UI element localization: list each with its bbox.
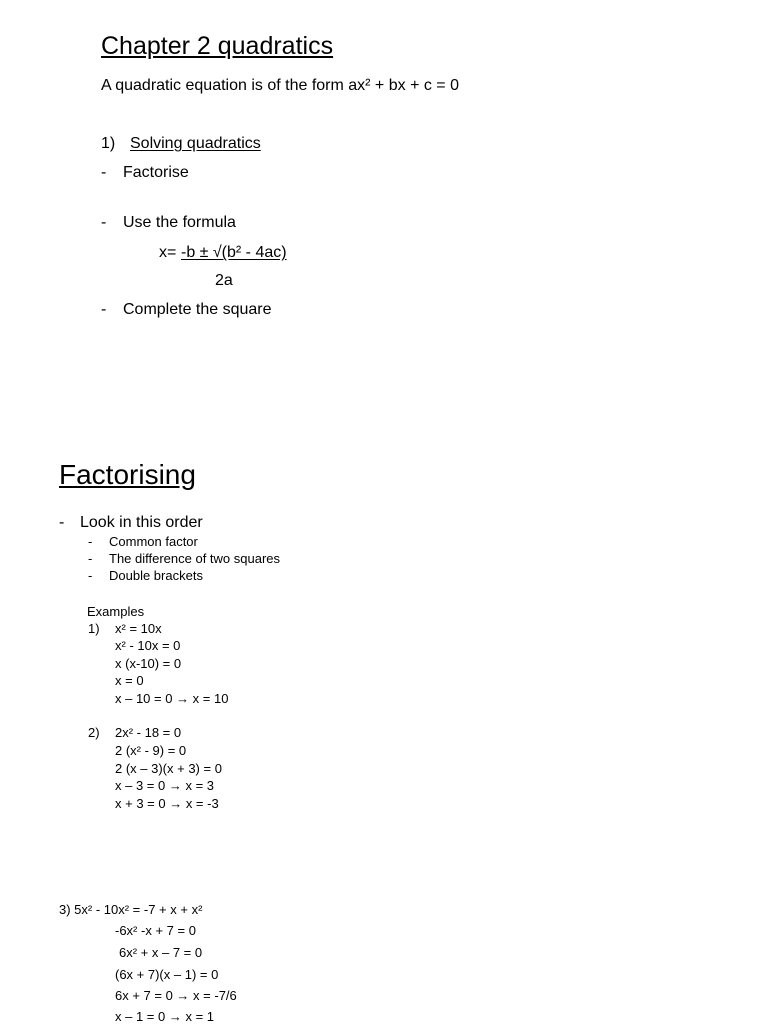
order-item: Common factor	[109, 534, 198, 549]
example-line: (6x + 7)(x – 1) = 0	[115, 967, 219, 982]
example-line: x – 1 = 0 → x = 1	[115, 1009, 214, 1024]
example-line: x² - 10x = 0	[115, 638, 181, 653]
example-number: 1)	[88, 621, 100, 636]
example-line: x = 0	[115, 673, 144, 688]
bullet-marker: -	[88, 534, 93, 549]
definition-text: A quadratic equation is of the form ax² + bx + c = 0	[101, 77, 459, 94]
bullet-marker: -	[59, 514, 65, 531]
section-title: Solving quadratics	[130, 135, 261, 152]
factorising-title: Factorising	[59, 459, 196, 490]
example-line: -6x² -x + 7 = 0	[115, 923, 196, 938]
order-item: Double brackets	[109, 568, 203, 583]
page-title: Chapter 2 quadratics	[101, 32, 334, 60]
example-line: x – 3 = 0 → x = 3	[115, 778, 214, 793]
bullet-marker: -	[101, 214, 107, 231]
formula-denominator: 2a	[215, 272, 233, 289]
example-number: 2)	[88, 725, 100, 740]
bullet-marker: -	[88, 568, 93, 583]
order-item: The difference of two squares	[109, 551, 281, 566]
example-line: 2x² - 18 = 0	[115, 725, 182, 740]
method-complete-square: Complete the square	[123, 301, 272, 318]
factorising-intro: Look in this order	[80, 514, 203, 531]
example-line: 6x² + x – 7 = 0	[119, 945, 203, 960]
bullet-marker: -	[101, 164, 107, 181]
example-line: x – 10 = 0 → x = 10	[115, 691, 229, 706]
example-line: x (x-10) = 0	[115, 656, 182, 671]
example-line: x + 3 = 0 → x = -3	[115, 796, 219, 811]
example-line: 2 (x² - 9) = 0	[115, 743, 187, 758]
example-line: x² = 10x	[115, 621, 162, 636]
example-line: 6x + 7 = 0 → x = -7/6	[115, 988, 237, 1003]
bullet-marker: -	[88, 551, 93, 566]
method-factorise: Factorise	[123, 164, 189, 181]
bullet-marker: -	[101, 301, 107, 318]
example-line: 2 (x – 3)(x + 3) = 0	[115, 761, 222, 776]
formula-numerator: -b ± √(b² - 4ac)	[181, 244, 287, 261]
formula-lhs: x=	[159, 244, 177, 261]
section-number: 1)	[101, 135, 116, 152]
example-line: 3) 5x² - 10x² = -7 + x + x²	[59, 902, 203, 917]
method-formula: Use the formula	[123, 214, 236, 231]
examples-label: Examples	[87, 604, 145, 619]
